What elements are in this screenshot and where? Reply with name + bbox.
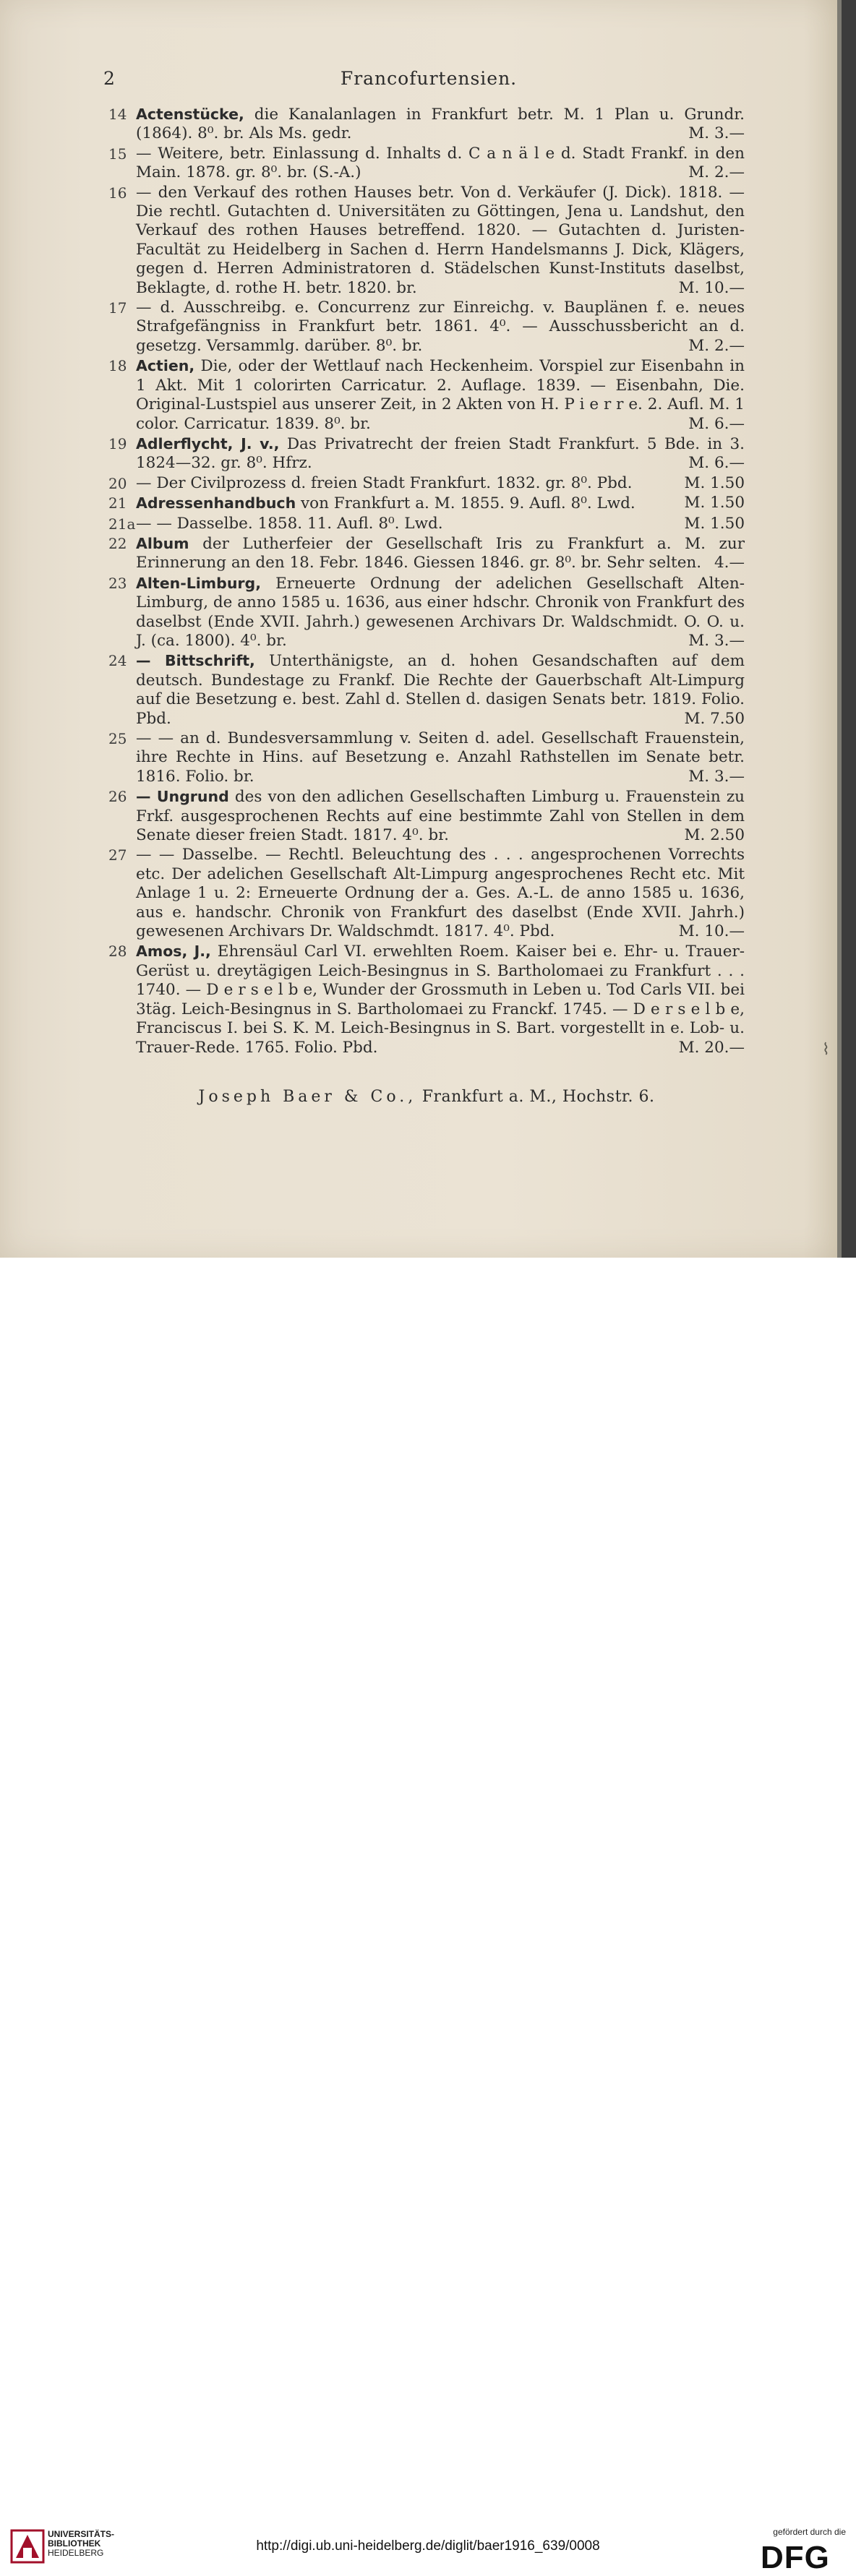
entry-description: Das Privatrecht der freien Stadt Frankfurt. 5 Bde. in 3. 1824—32. gr. 8⁰. Hfrz. bbox=[136, 434, 745, 473]
entry-title: Alten-Limburg, bbox=[136, 574, 261, 592]
entry-description: von Frankfurt a. M. 1855. 9. Aufl. 8⁰. Lwd. bbox=[301, 494, 635, 513]
entry-price: M. 1.50 bbox=[684, 473, 745, 492]
entry-price: M. 6.— bbox=[688, 454, 745, 473]
entry-number: 17 bbox=[108, 299, 127, 317]
catalogue-entry bbox=[108, 145, 745, 183]
catalogue-entry bbox=[108, 651, 745, 729]
entry-title: Actien, bbox=[136, 357, 195, 375]
page-header bbox=[103, 68, 754, 94]
binding-mark-icon: ⌇ bbox=[822, 1041, 830, 1059]
library-line-2: BIBLIOTHEK bbox=[48, 2538, 101, 2549]
dfg-logo: DFG bbox=[761, 2540, 830, 2575]
catalogue-entry bbox=[108, 474, 745, 493]
scan-border bbox=[842, 0, 856, 1258]
catalogue-entry bbox=[108, 787, 745, 845]
library-line-1: UNIVERSITÄTS- bbox=[48, 2529, 115, 2539]
entry-description: — d. Ausschreibg. e. Concurrenz zur Einreichg. v. Bauplänen f. e. neues Strafgefängniss in Frankfurt betr. 1861. 4⁰. — Ausschussbericht an d. gesetzg. Versammlg. darüber. 8⁰. br. bbox=[136, 299, 745, 355]
catalogue-entry bbox=[108, 574, 745, 651]
entry-price: M. 1.50 bbox=[684, 494, 745, 512]
publisher-address: Frankfurt a. M., Hochstr. 6. bbox=[421, 1088, 655, 1106]
entry-description: Die, oder der Wettlauf nach Heckenheim. Vorspiel zur Eisenbahn in 1 Akt. Mit 1 colorirten Carricatur. 2. Auflage. 1839. — Eisenbahn, Die. Original-Lustspiel aus unserer Zeit, in 2 Akten von H. P i e r r e. 2. Aufl. M. 1 color. Carricatur. 1839. 8⁰. br. bbox=[136, 357, 745, 433]
entry-price: M. 7.50 bbox=[684, 709, 745, 728]
entry-number: 22 bbox=[108, 534, 127, 552]
entry-description: — — an d. Bundesversammlung v. Seiten d. adel. Gesellschaft Frauenstein, ihre Rechte in Hins. auf Besetzung e. Anzahl Rathstellen im Senate betr. 1816. Folio. br. bbox=[136, 729, 745, 786]
library-line-3: HEIDELBERG bbox=[48, 2548, 104, 2558]
entry-price: M. 2.— bbox=[688, 163, 745, 182]
permalink-url[interactable]: http://digi.ub.uni-heidelberg.de/diglit/baer1916_639/0008 bbox=[256, 2538, 600, 2554]
catalogue-entry bbox=[108, 356, 745, 434]
entry-price: M. 10.— bbox=[678, 278, 745, 297]
catalogue-entry bbox=[108, 434, 745, 473]
entry-price: M. 2.— bbox=[688, 336, 745, 355]
catalogue-entry bbox=[108, 729, 745, 786]
entry-title: Adlerflycht, J. v., bbox=[136, 434, 280, 452]
entry-number: 28 bbox=[108, 943, 127, 961]
entry-description: Erneuerte Ordnung der adelichen Gesellschaft Alten-Limburg, de anno 1585 u. 1636, aus einer hdschr. Chronik von Frankfurt des daselbst (Ende XVII. Jahrh.) gewesenen Archivars Dr. Waldschmidt. O. O. u. J. (ca. 1800). 4⁰. br. bbox=[136, 574, 745, 650]
entry-title: — Ungrund bbox=[136, 788, 229, 806]
publisher-footer bbox=[108, 1088, 745, 1106]
entry-title: Album bbox=[136, 534, 189, 552]
entry-description: — — Dasselbe. — Rechtl. Beleuchtung des . . . angesprochenen Vorrechts etc. Der adelichen Gesellschaft Alt-Limpurg angesprochenes Recht etc. Mit Anlage 1 u. 2: Erneuerte Ordnung der a. Ges. A.-L. de anno 1585 u. 1636, aus e. handschr. Chronik von Frankfurt des daselbst (Ende XVII. Jahrh.) gewesenen Archivars Dr. Waldschmdt. 1817. 4⁰. Pbd. bbox=[136, 846, 745, 941]
catalogue-entry bbox=[108, 184, 745, 298]
entry-price: M. 3.— bbox=[688, 767, 745, 786]
entry-price: M. 1.50 bbox=[684, 514, 745, 533]
entry-number: 18 bbox=[108, 357, 127, 375]
entry-number: 21a bbox=[108, 515, 136, 533]
entry-description: des von den adlichen Gesellschaften Limburg u. Frauenstein zu Frkf. ausgesprochenen Rechts auf eine bestimmte Zahl von Stellen in dem Senate dieser freien Stadt. 1817. 4⁰. br. bbox=[136, 788, 745, 845]
entry-price: M. 10.— bbox=[678, 922, 745, 941]
catalogue-entry bbox=[108, 299, 745, 356]
entry-title: — Bittschrift, bbox=[136, 652, 255, 670]
entry-number: 25 bbox=[108, 730, 127, 747]
entry-price: M. 3.— bbox=[688, 631, 745, 650]
entry-price: 4.— bbox=[714, 554, 745, 572]
catalogue-entry bbox=[108, 515, 745, 533]
publisher-name: Joseph Baer & Co., bbox=[198, 1088, 417, 1106]
entry-description: Unterthänigste, an d. hohen Gesandschaften auf dem deutsch. Bundestage zu Frankf. Die Rechte der Gauerbschaft Alt-Limpurg auf die Besetzung e. best. Zahl d. Stellen d. dasigen Senats betr. 1819. Folio. Pbd. bbox=[136, 652, 745, 728]
entry-description: die Kanalanlagen in Frankfurt betr. M. 1 Plan u. Grundr. (1864). 8⁰. br. Als Ms. gedr. bbox=[136, 106, 745, 143]
page-number: 2 bbox=[103, 68, 115, 89]
entry-number: 16 bbox=[108, 184, 127, 202]
entry-number: 15 bbox=[108, 145, 127, 163]
funding-label: gefördert durch die bbox=[773, 2527, 846, 2537]
running-title: Francofurtensien. bbox=[340, 68, 518, 89]
catalogue-listings bbox=[108, 105, 745, 1058]
entry-description: — den Verkauf des rothen Hauses betr. Von d. Verkäufer (J. Dick). 1818. — Die rechtl. Gutachten d. Universitäten zu Göttingen, Jena u. Landshut, den Verkauf des rothen Hauses betreffend. 1820. — Gutachten d. Juristen-Facultät zu Heidelberg in Sachen d. Herrn Handelsmanns J. Dick, Klägers, gegen d. Herren Administratoren d. Städelschen Kunst-Instituts daselbst, Beklagte, d. rothe H. betr. 1820. br. bbox=[136, 183, 745, 297]
entry-description: — Weitere, betr. Einlassung d. Inhalts d. C a n ä l e d. Stadt Frankf. in den Main. 1878. gr. 8⁰. br. (S.-A.) bbox=[136, 144, 745, 182]
entry-title: Actenstücke, bbox=[136, 106, 244, 123]
entry-description: — Der Civilprozess d. freien Stadt Frankfurt. 1832. gr. 8⁰. Pbd. bbox=[136, 473, 633, 492]
entry-description: — — Dasselbe. 1858. 11. Aufl. 8⁰. Lwd. bbox=[136, 514, 443, 533]
scanned-page-area bbox=[0, 0, 856, 1258]
entry-title: Adressenhandbuch bbox=[136, 494, 296, 512]
entry-price: M. 2.50 bbox=[684, 826, 745, 845]
catalogue-entry bbox=[108, 494, 745, 513]
viewer-footer-bar bbox=[0, 1258, 856, 2575]
entry-number: 14 bbox=[108, 106, 127, 123]
entry-number: 26 bbox=[108, 788, 127, 806]
catalogue-entry bbox=[108, 846, 745, 941]
entry-number: 21 bbox=[108, 494, 127, 512]
entry-number: 27 bbox=[108, 846, 127, 864]
entry-price: M. 3.— bbox=[688, 124, 745, 143]
entry-number: 19 bbox=[108, 434, 127, 452]
entry-price: M. 6.— bbox=[688, 414, 745, 433]
entry-title: Amos, J., bbox=[136, 943, 211, 961]
catalogue-entry bbox=[108, 534, 745, 573]
entry-description: Ehrensäul Carl VI. erwehlten Roem. Kaiser bei e. Ehr- u. Trauer-Gerüst u. dreytägigen Leich-Besingnus in S. Bartholomaei zu Frankfurt . . . 1740. — D e r s e l b e, Wunder der Grossmuth in Leben u. Tod Carls VII. bei 3täg. Leich-Besingnus in S. Bartholomaei zu Franckf. 1745. — D e r s e l b e, Franciscus I. bei S. K. M. Leich-Besingnus in S. Bart. vorgestellt in e. Lob- u. Trauer-Rede. 1765. Folio. Pbd. bbox=[136, 943, 745, 1057]
entry-number: 24 bbox=[108, 652, 127, 670]
paper-sheet bbox=[0, 0, 837, 1258]
catalogue-entry bbox=[108, 105, 745, 144]
entry-price: M. 20.— bbox=[678, 1038, 745, 1057]
library-name bbox=[48, 2530, 114, 2558]
entry-number: 23 bbox=[108, 574, 127, 592]
entry-number: 20 bbox=[108, 474, 127, 492]
catalogue-entry bbox=[108, 942, 745, 1057]
entry-description: der Lutherfeier der Gesellschaft Iris zu Frankfurt a. M. zur Erinnerung an den 18. Febr. 1846. Giessen 1846. gr. 8⁰. br. Sehr selten. bbox=[136, 534, 745, 572]
